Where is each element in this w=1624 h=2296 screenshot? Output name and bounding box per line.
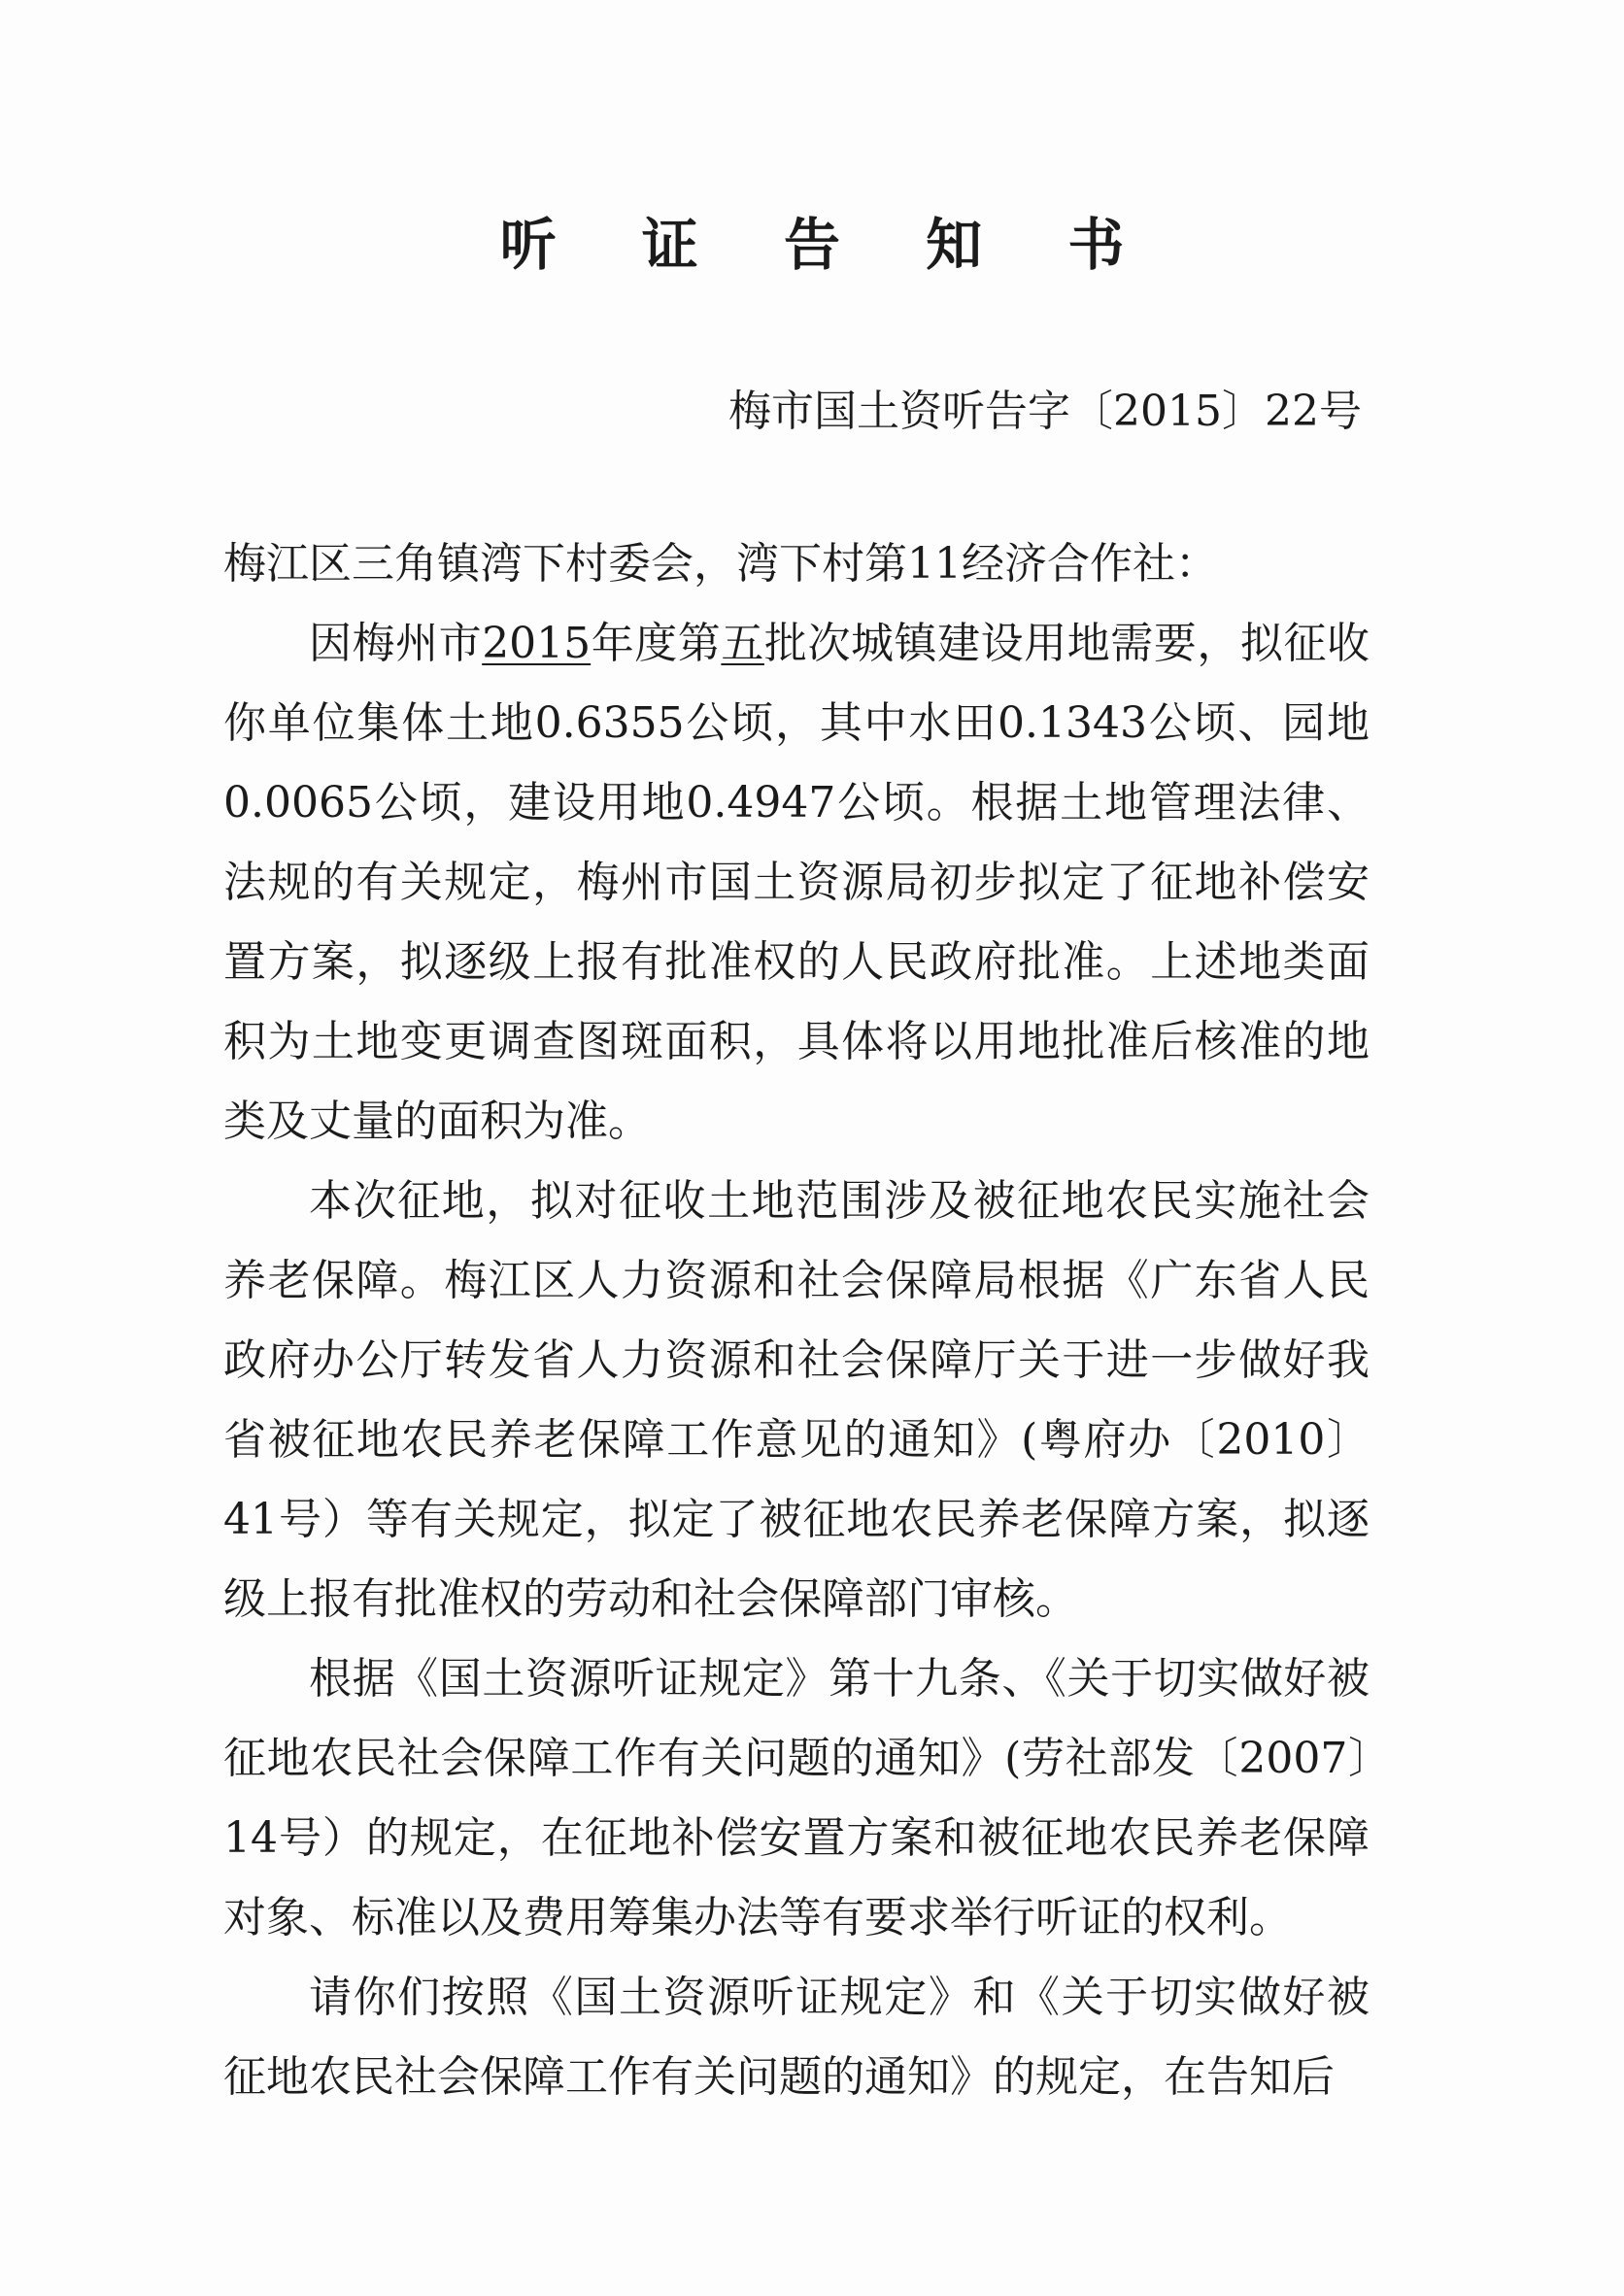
paragraph-3: 根据《国土资源听证规定》第十九条、《关于切实做好被征地农民社会保障工作有关问题的通知》(劳社部发〔2007〕14号）的规定，在征地补偿安置方案和被征地农民养老保障对象、标准以及费用筹集办法等有要求举行听证的权利。: [223, 1654, 1370, 1942]
addressee: 梅江区三角镇湾下村委会，湾下村第11经济合作社：: [223, 539, 1218, 589]
paragraph-1-part-c: 批次城镇建设用地需要，拟征收你单位集体土地0.6355公顷，其中水田0.1343公顷、园地0.0065公顷，建设用地0.4947公顷。根据土地管理法律、法规的有关规定，梅州市国土资源局初步拟定了征地补偿安置方案，拟逐级上报有批准权的人民政府批准。上述地类面积为土地变更调查图斑面积，具体将以用地批准后核准的地类及丈量的面积为准。: [223, 619, 1370, 1146]
paragraph-1: [223, 604, 1370, 1162]
paragraph-1-part-b: 年度第: [591, 619, 722, 668]
underlined-batch: 五: [721, 619, 764, 668]
document-body: [223, 524, 1370, 2117]
document-number: 梅市国土资听告字〔2015〕22号: [728, 387, 1362, 436]
paragraph-4: 请你们按照《国土资源听证规定》和《关于切实做好被征地农民社会保障工作有关问题的通知》的规定，在告知后: [223, 1973, 1370, 2102]
paragraph-1-part-a: 因梅州市: [309, 619, 483, 668]
paragraph-2: 本次征地，拟对征收土地范围涉及被征地农民实施社会养老保障。梅江区人力资源和社会保障局根据《广东省人民政府办公厅转发省人力资源和社会保障厅关于进一步做好我省被征地农民养老保障工作意见的通知》(粤府办〔2010〕41号）等有关规定，拟定了被征地农民养老保障方案，拟逐级上报有批准权的劳动和社会保障部门审核。: [223, 1176, 1370, 1624]
underlined-year: 2015: [482, 619, 592, 668]
document-title: 听 证 告 知 书: [499, 212, 1158, 278]
